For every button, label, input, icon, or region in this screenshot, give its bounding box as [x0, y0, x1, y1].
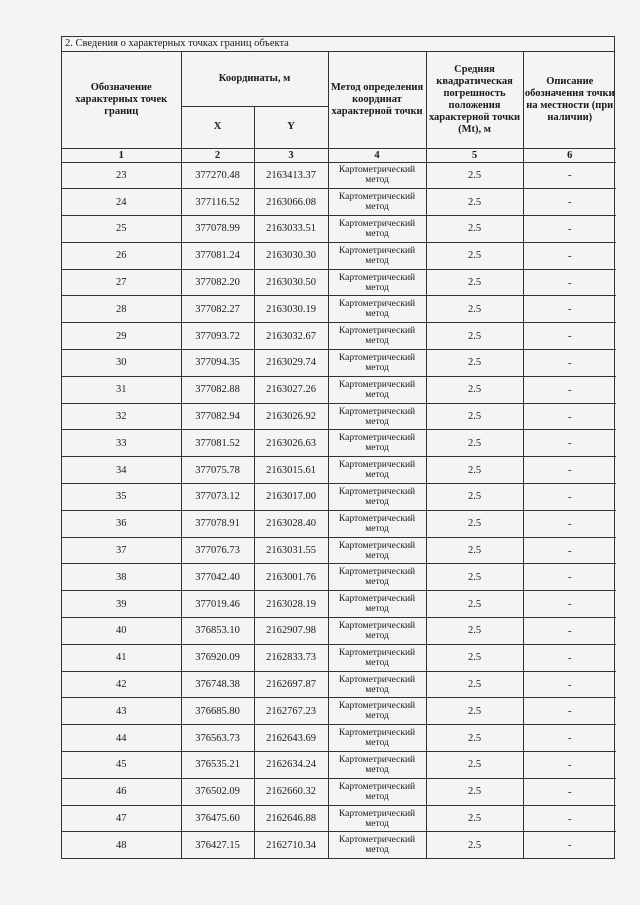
method-line-2: метод [365, 550, 389, 561]
method-cell [328, 323, 426, 350]
description-value: - [523, 832, 616, 858]
method-line-1: Картометрический [338, 674, 416, 685]
method-cell [328, 457, 426, 484]
description-value: - [523, 725, 616, 752]
column-number: 5 [426, 148, 523, 162]
method-line-2: метод [365, 845, 389, 856]
method-line-2: метод [365, 764, 389, 775]
description-value: - [523, 510, 616, 537]
description-value: - [523, 242, 616, 269]
method-cell [328, 537, 426, 564]
coord-y: 2162660.32 [254, 778, 328, 805]
coord-x: 376475.60 [181, 805, 254, 832]
method-cell [328, 430, 426, 457]
coord-y: 2163029.74 [254, 350, 328, 377]
table-row [62, 403, 616, 430]
method-line-2: метод [365, 604, 389, 615]
method-line-1: Картометрический [338, 352, 416, 363]
method-line-2: метод [365, 282, 389, 293]
method-line-2: метод [365, 470, 389, 481]
table-row [62, 832, 616, 858]
error-value: 2.5 [426, 805, 523, 832]
method-line-1: Картометрический [338, 701, 416, 712]
coord-y: 2162634.24 [254, 752, 328, 779]
header-designation: Обозначение характерных точек границ [62, 52, 181, 148]
coord-y: 2163028.40 [254, 510, 328, 537]
error-value: 2.5 [426, 591, 523, 618]
point-number: 38 [62, 564, 181, 591]
method-line-2: метод [365, 228, 389, 239]
description-value: - [523, 323, 616, 350]
error-value: 2.5 [426, 296, 523, 323]
point-number: 31 [62, 376, 181, 403]
point-number: 23 [62, 162, 181, 189]
method-cell [328, 778, 426, 805]
error-value: 2.5 [426, 510, 523, 537]
method-line-2: метод [365, 630, 389, 641]
method-cell [328, 216, 426, 243]
table-row [62, 350, 616, 377]
method-cell [328, 644, 426, 671]
point-number: 43 [62, 698, 181, 725]
description-value: - [523, 376, 616, 403]
point-number: 45 [62, 752, 181, 779]
method-cell [328, 376, 426, 403]
error-value: 2.5 [426, 778, 523, 805]
coord-x: 377082.27 [181, 296, 254, 323]
method-line-2: метод [365, 577, 389, 588]
table-row [62, 189, 616, 216]
coord-x: 376748.38 [181, 671, 254, 698]
method-line-1: Картометрический [338, 165, 416, 176]
header-method: Метод определения координат характерной точки [328, 52, 426, 148]
method-line-2: метод [365, 496, 389, 507]
method-line-1: Картометрический [338, 513, 416, 524]
coord-y: 2163033.51 [254, 216, 328, 243]
method-line-2: метод [365, 416, 389, 427]
description-value: - [523, 403, 616, 430]
coord-x: 377073.12 [181, 484, 254, 511]
point-number: 25 [62, 216, 181, 243]
method-cell [328, 242, 426, 269]
coord-y: 2163066.08 [254, 189, 328, 216]
point-number: 48 [62, 832, 181, 858]
error-value: 2.5 [426, 189, 523, 216]
error-value: 2.5 [426, 484, 523, 511]
point-number: 26 [62, 242, 181, 269]
coord-y: 2162710.34 [254, 832, 328, 858]
method-cell [328, 725, 426, 752]
table-row [62, 752, 616, 779]
method-line-2: метод [365, 738, 389, 749]
point-number: 47 [62, 805, 181, 832]
coord-y: 2162767.23 [254, 698, 328, 725]
method-line-1: Картометрический [338, 406, 416, 417]
table-row [62, 457, 616, 484]
point-number: 35 [62, 484, 181, 511]
description-value: - [523, 537, 616, 564]
method-line-1: Картометрический [338, 647, 416, 658]
method-line-2: метод [365, 336, 389, 347]
table-row [62, 216, 616, 243]
coord-y: 2162907.98 [254, 618, 328, 645]
point-number: 36 [62, 510, 181, 537]
coord-x: 377082.94 [181, 403, 254, 430]
point-number: 44 [62, 725, 181, 752]
table-row [62, 242, 616, 269]
coord-y: 2163030.50 [254, 269, 328, 296]
description-value: - [523, 778, 616, 805]
coord-x: 377075.78 [181, 457, 254, 484]
coord-y: 2163017.00 [254, 484, 328, 511]
table-row [62, 376, 616, 403]
method-line-1: Картометрический [338, 486, 416, 497]
coord-x: 377081.52 [181, 430, 254, 457]
method-cell [328, 591, 426, 618]
coord-x: 376535.21 [181, 752, 254, 779]
description-value: - [523, 296, 616, 323]
error-value: 2.5 [426, 537, 523, 564]
error-value: 2.5 [426, 698, 523, 725]
error-value: 2.5 [426, 242, 523, 269]
point-number: 46 [62, 778, 181, 805]
coord-y: 2163030.19 [254, 296, 328, 323]
coord-x: 377078.91 [181, 510, 254, 537]
coord-y: 2162697.87 [254, 671, 328, 698]
error-value: 2.5 [426, 564, 523, 591]
method-line-2: метод [365, 657, 389, 668]
method-line-1: Картометрический [338, 620, 416, 631]
method-cell [328, 671, 426, 698]
error-value: 2.5 [426, 403, 523, 430]
method-line-2: метод [365, 443, 389, 454]
point-number: 34 [62, 457, 181, 484]
point-number: 40 [62, 618, 181, 645]
description-value: - [523, 484, 616, 511]
header-description: Описание обозначения точки на местности (при наличии) [523, 52, 616, 148]
method-cell [328, 162, 426, 189]
coord-x: 376563.73 [181, 725, 254, 752]
method-cell [328, 832, 426, 858]
coord-y: 2163015.61 [254, 457, 328, 484]
description-value: - [523, 618, 616, 645]
description-value: - [523, 671, 616, 698]
coord-y: 2163027.26 [254, 376, 328, 403]
table-row [62, 296, 616, 323]
column-number: 1 [62, 148, 181, 162]
error-value: 2.5 [426, 350, 523, 377]
table-row [62, 698, 616, 725]
description-value: - [523, 752, 616, 779]
method-line-1: Картометрический [338, 218, 416, 229]
header-error: Средняя квадратическая погрешность положения характерной точки (Mt), м [426, 52, 523, 148]
description-value: - [523, 564, 616, 591]
method-cell [328, 484, 426, 511]
table-row [62, 618, 616, 645]
error-value: 2.5 [426, 725, 523, 752]
description-value: - [523, 457, 616, 484]
method-line-1: Картометрический [338, 299, 416, 310]
description-value: - [523, 216, 616, 243]
table-row [62, 564, 616, 591]
coord-x: 377094.35 [181, 350, 254, 377]
method-cell [328, 350, 426, 377]
point-number: 27 [62, 269, 181, 296]
point-number: 37 [62, 537, 181, 564]
method-line-2: метод [365, 362, 389, 373]
method-cell [328, 510, 426, 537]
column-number: 4 [328, 148, 426, 162]
table-row [62, 591, 616, 618]
coord-y: 2163413.37 [254, 162, 328, 189]
description-value: - [523, 644, 616, 671]
header-y: Y [254, 106, 328, 148]
coord-y: 2163030.30 [254, 242, 328, 269]
method-line-1: Картометрический [338, 594, 416, 605]
coord-y: 2162646.88 [254, 805, 328, 832]
method-cell [328, 564, 426, 591]
method-line-1: Картометрический [338, 272, 416, 283]
method-cell [328, 189, 426, 216]
method-line-1: Картометрический [338, 433, 416, 444]
coord-x: 377081.24 [181, 242, 254, 269]
table-row [62, 778, 616, 805]
table-row [62, 162, 616, 189]
method-cell [328, 269, 426, 296]
method-line-1: Картометрический [338, 460, 416, 471]
method-line-1: Картометрический [338, 808, 416, 819]
point-number: 42 [62, 671, 181, 698]
point-number: 29 [62, 323, 181, 350]
error-value: 2.5 [426, 323, 523, 350]
column-number: 3 [254, 148, 328, 162]
coord-x: 377019.46 [181, 591, 254, 618]
coord-x: 376853.10 [181, 618, 254, 645]
coord-x: 376685.80 [181, 698, 254, 725]
table-row [62, 537, 616, 564]
method-line-1: Картометрический [338, 540, 416, 551]
method-cell [328, 752, 426, 779]
error-value: 2.5 [426, 376, 523, 403]
description-value: - [523, 269, 616, 296]
point-number: 33 [62, 430, 181, 457]
error-value: 2.5 [426, 269, 523, 296]
method-cell [328, 618, 426, 645]
error-value: 2.5 [426, 216, 523, 243]
error-value: 2.5 [426, 644, 523, 671]
table-row [62, 323, 616, 350]
method-line-2: метод [365, 684, 389, 695]
description-value: - [523, 162, 616, 189]
coord-x: 376502.09 [181, 778, 254, 805]
description-value: - [523, 591, 616, 618]
method-line-1: Картометрический [338, 754, 416, 765]
table-row [62, 510, 616, 537]
coord-y: 2162643.69 [254, 725, 328, 752]
table-frame [61, 36, 615, 859]
coord-y: 2163026.92 [254, 403, 328, 430]
coord-x: 377270.48 [181, 162, 254, 189]
point-number: 39 [62, 591, 181, 618]
point-number: 28 [62, 296, 181, 323]
error-value: 2.5 [426, 671, 523, 698]
error-value: 2.5 [426, 430, 523, 457]
method-line-2: метод [365, 523, 389, 534]
method-line-2: метод [365, 202, 389, 213]
error-value: 2.5 [426, 618, 523, 645]
coord-x: 377042.40 [181, 564, 254, 591]
coord-x: 376427.15 [181, 832, 254, 858]
header-x: X [181, 106, 254, 148]
table-body [62, 162, 616, 858]
section-title: 2. Сведения о характерных точках границ объекта [62, 37, 614, 52]
method-line-1: Картометрический [338, 728, 416, 739]
error-value: 2.5 [426, 457, 523, 484]
coord-x: 377076.73 [181, 537, 254, 564]
point-number: 24 [62, 189, 181, 216]
coord-x: 377082.20 [181, 269, 254, 296]
description-value: - [523, 350, 616, 377]
table-row [62, 484, 616, 511]
description-value: - [523, 698, 616, 725]
method-line-2: метод [365, 818, 389, 829]
error-value: 2.5 [426, 162, 523, 189]
coord-x: 376920.09 [181, 644, 254, 671]
header-coordinates: Координаты, м [181, 52, 328, 106]
method-line-1: Картометрический [338, 835, 416, 846]
method-line-2: метод [365, 389, 389, 400]
error-value: 2.5 [426, 832, 523, 858]
coord-x: 377116.52 [181, 189, 254, 216]
coord-x: 377082.88 [181, 376, 254, 403]
method-cell [328, 403, 426, 430]
column-number: 2 [181, 148, 254, 162]
error-value: 2.5 [426, 752, 523, 779]
table-row [62, 269, 616, 296]
description-value: - [523, 430, 616, 457]
method-line-2: метод [365, 175, 389, 186]
coord-y: 2163031.55 [254, 537, 328, 564]
method-cell [328, 296, 426, 323]
coord-y: 2163026.63 [254, 430, 328, 457]
method-line-2: метод [365, 309, 389, 320]
method-line-1: Картометрический [338, 379, 416, 390]
coord-x: 377093.72 [181, 323, 254, 350]
description-value: - [523, 189, 616, 216]
coord-y: 2163032.67 [254, 323, 328, 350]
column-number: 6 [523, 148, 616, 162]
coord-y: 2163001.76 [254, 564, 328, 591]
method-cell [328, 698, 426, 725]
table-row [62, 805, 616, 832]
method-line-1: Картометрический [338, 326, 416, 337]
method-line-1: Картометрический [338, 567, 416, 578]
description-value: - [523, 805, 616, 832]
point-number: 32 [62, 403, 181, 430]
point-number: 41 [62, 644, 181, 671]
table-row [62, 644, 616, 671]
table-row [62, 725, 616, 752]
method-line-2: метод [365, 791, 389, 802]
table-row [62, 671, 616, 698]
method-cell [328, 805, 426, 832]
method-line-1: Картометрический [338, 192, 416, 203]
coord-y: 2163028.19 [254, 591, 328, 618]
coord-x: 377078.99 [181, 216, 254, 243]
boundary-points-table [62, 52, 616, 858]
method-line-1: Картометрический [338, 245, 416, 256]
method-line-1: Картометрический [338, 781, 416, 792]
method-line-2: метод [365, 711, 389, 722]
point-number: 30 [62, 350, 181, 377]
method-line-2: метод [365, 255, 389, 266]
coord-y: 2162833.73 [254, 644, 328, 671]
table-row [62, 430, 616, 457]
